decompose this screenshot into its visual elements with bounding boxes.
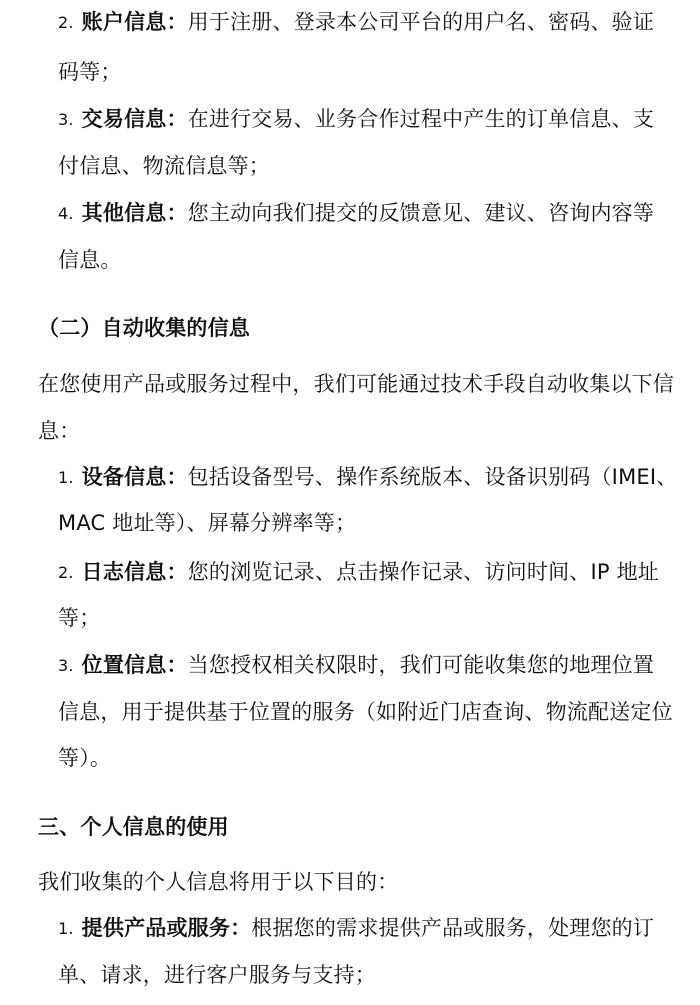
section-intro-continuation: 息： bbox=[38, 419, 81, 443]
item-number: 1. bbox=[58, 468, 74, 487]
item-text: 根据您的需求提供产品或服务，处理您的订 bbox=[251, 916, 655, 940]
item-label: 交易信息： bbox=[81, 107, 188, 131]
section-heading-auto-collected: （二）自动收集的信息 bbox=[38, 316, 250, 340]
section-intro: 在您使用产品或服务过程中，我们可能通过技术手段自动收集以下信 bbox=[38, 372, 674, 396]
item-text-continuation: 信息，用于提供基于位置的服务（如附近门店查询、物流配送定位 bbox=[58, 700, 673, 724]
item-text: 用于注册、登录本公司平台的用户名、密码、验证 bbox=[187, 10, 655, 34]
list-item-log-info bbox=[58, 557, 659, 589]
item-number: 4. bbox=[58, 204, 74, 223]
section-intro: 我们收集的个人信息将用于以下目的： bbox=[38, 870, 399, 894]
item-text-continuation: 付信息、物流信息等； bbox=[58, 154, 270, 178]
item-number: 3. bbox=[58, 656, 74, 675]
list-item-account-info bbox=[58, 7, 654, 39]
list-item-other-info bbox=[58, 198, 654, 230]
item-text: 在进行交易、业务合作过程中产生的订单信息、支 bbox=[187, 107, 655, 131]
item-text: 您的浏览记录、点击操作记录、访问时间、IP 地址 bbox=[187, 560, 660, 584]
item-text-continuation: MAC 地址等）、屏幕分辨率等； bbox=[58, 511, 357, 535]
item-label: 日志信息： bbox=[81, 560, 188, 584]
item-label: 位置信息： bbox=[81, 653, 188, 677]
item-text-continuation: 等； bbox=[58, 606, 101, 630]
item-text: 您主动向我们提交的反馈意见、建议、咨询内容等 bbox=[187, 201, 655, 225]
item-number: 3. bbox=[58, 110, 74, 129]
list-item-device-info bbox=[58, 462, 677, 494]
item-text: 当您授权相关权限时，我们可能收集您的地理位置 bbox=[187, 653, 655, 677]
item-text-continuation: 单、请求，进行客户服务与支持； bbox=[58, 963, 376, 987]
item-number: 2. bbox=[58, 13, 74, 32]
item-text: 包括设备型号、操作系统版本、设备识别码（IMEI、 bbox=[187, 465, 678, 489]
item-text-continuation: 等）。 bbox=[58, 746, 112, 770]
item-label: 提供产品或服务： bbox=[81, 916, 252, 940]
list-item-provide-service bbox=[58, 913, 654, 945]
item-label: 账户信息： bbox=[81, 10, 188, 34]
item-label: 设备信息： bbox=[81, 465, 188, 489]
item-text-continuation: 码等； bbox=[58, 60, 122, 84]
item-label: 其他信息： bbox=[81, 201, 188, 225]
item-number: 2. bbox=[58, 563, 74, 582]
list-item-location-info bbox=[58, 650, 654, 682]
item-text-continuation: 信息。 bbox=[58, 248, 122, 272]
section-heading-use-of-info: 三、个人信息的使用 bbox=[38, 815, 229, 839]
list-item-transaction-info bbox=[58, 104, 654, 136]
item-number: 1. bbox=[58, 919, 74, 938]
